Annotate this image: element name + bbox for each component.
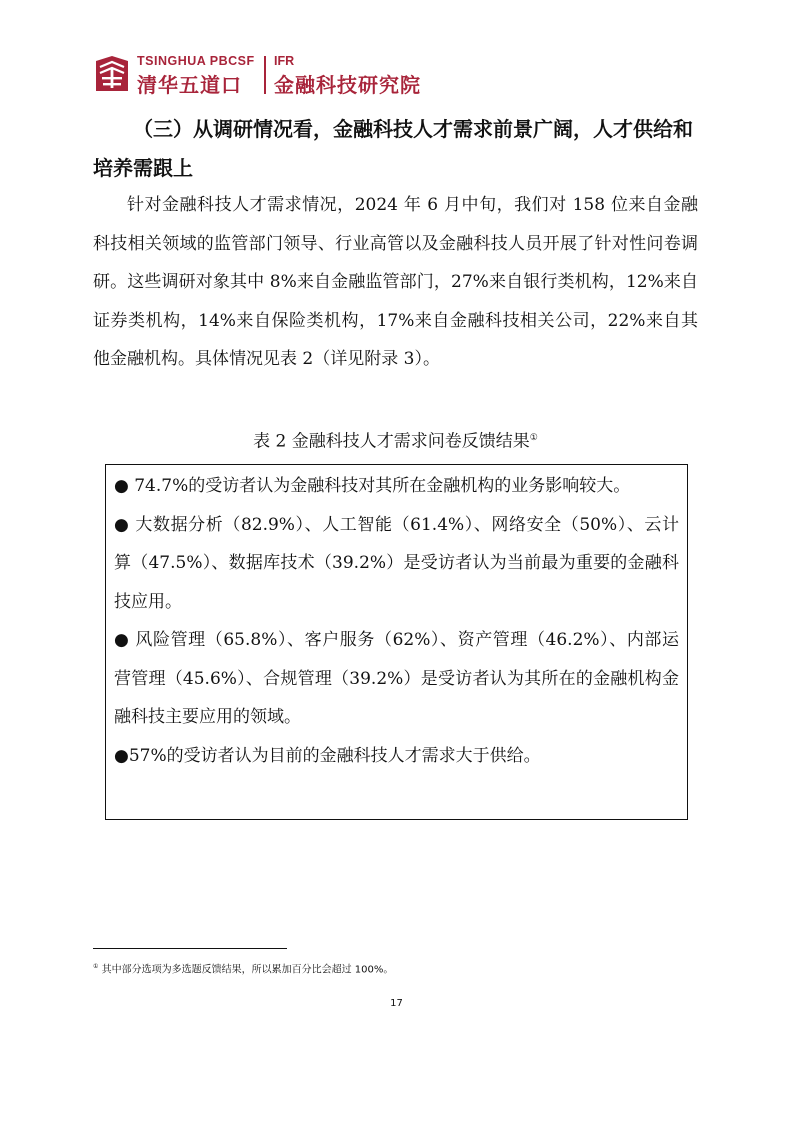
institute-name-en: IFR — [274, 54, 295, 68]
body-paragraph: 针对金融科技人才需求情况，2024 年 6 月中旬，我们对 158 位来自金融科技相关领域的监管部门领导、行业高管以及金融科技人员开展了针对性问卷调研。这些调研对象其中 8%来自金融监管部门，27%来自银行类机构，12%来自证券类机构，14%来自保险类机构，17%来自金融科技相关公司，22%来自其他金融机构。具体情况见表 2（详见附录 3）。 — [93, 195, 698, 369]
footnote-ref[interactable]: ① — [529, 433, 538, 443]
footnote — [93, 960, 393, 977]
tsinghua-seal-icon — [92, 55, 132, 95]
result-bullet: ● 74.7%的受访者认为金融科技对其所在金融机构的业务影响较大。 — [114, 476, 631, 496]
result-bullet: ●57%的受访者认为目前的金融科技人才需求大于供给。 — [114, 745, 541, 766]
table-caption — [93, 422, 698, 458]
org-name-en: TSINGHUA PBCSF — [137, 54, 255, 68]
section-heading: （三）从调研情况看，金融科技人才需求前景广阔，人才供给和培养需跟上 — [93, 117, 693, 180]
institution-logo — [92, 52, 452, 100]
footnote-text: 其中部分选项为多选题反馈结果，所以累加百分比会超过 100%。 — [98, 964, 394, 976]
page-number: 17 — [390, 998, 403, 1009]
org-name-cn: 清华五道口 — [137, 73, 242, 97]
result-bullet: ● 风险管理（65.8%）、客户服务（62%）、资产管理（46.2%）、内部运营管理（45.6%）、合规管理（39.2%）是受访者认为其所在的金融机构金融科技主要应用的领域。 — [114, 630, 679, 727]
table-caption-text: 表 2 金融科技人才需求问卷反馈结果 — [253, 431, 530, 452]
footnote-separator — [93, 948, 287, 949]
footnote-mark: ① — [93, 963, 99, 970]
survey-results-box — [105, 464, 688, 820]
result-bullet: ● 大数据分析（82.9%）、人工智能（61.4%）、网络安全（50%）、云计算（47.5%）、数据库技术（39.2%）是受访者认为当前最为重要的金融科技应用。 — [114, 514, 679, 612]
logo-divider — [264, 56, 266, 94]
institute-name-cn: 金融科技研究院 — [274, 73, 421, 97]
